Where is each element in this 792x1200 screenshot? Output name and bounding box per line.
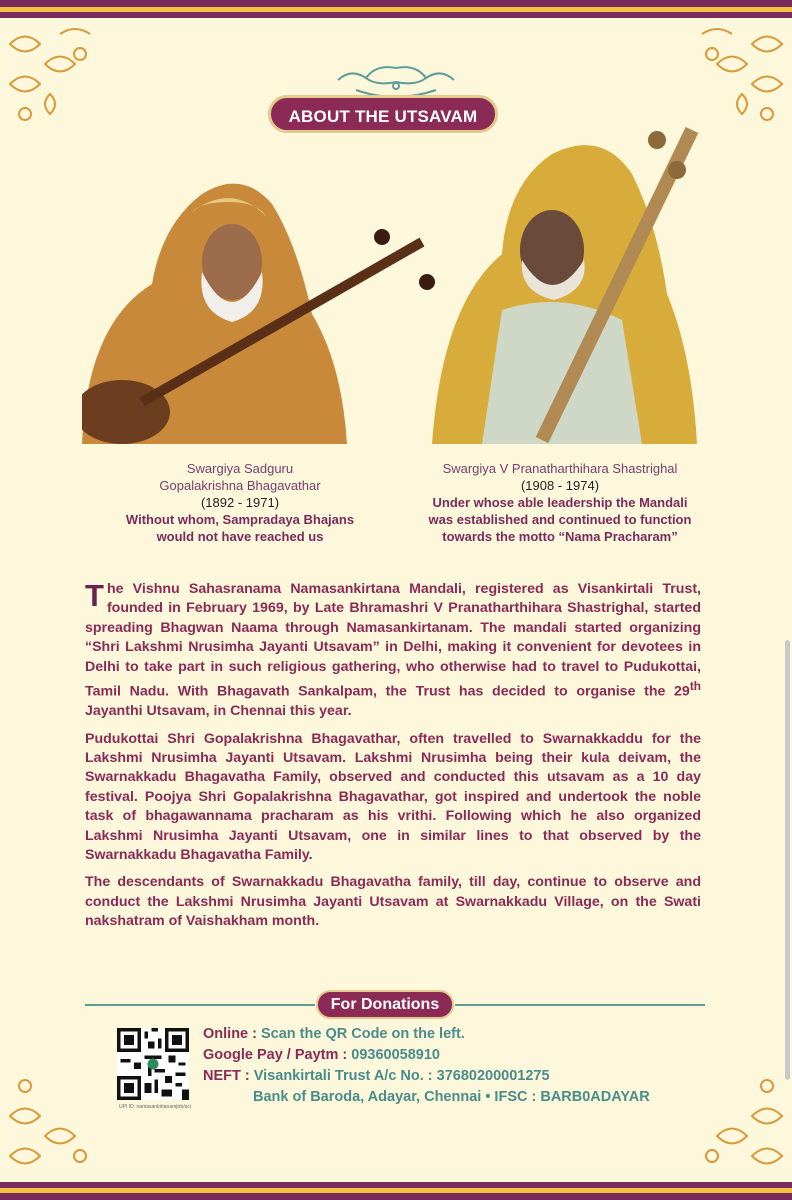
qr-caption: UPI ID: namasankirtanamjtrb/oci bbox=[119, 1104, 191, 1110]
corner-ornament-icon bbox=[0, 1066, 110, 1176]
paragraph-descendants: The descendants of Swarnakkadu Bhagavatha family, till day, continue to observe and conduct the Lakshmi Nrusimha Jayanti Utsavam at Swarnakkadu Village, on the Swati nakshatram of Vaishakham month. bbox=[85, 874, 701, 930]
donation-label: Online : bbox=[203, 1026, 261, 1042]
divider-line bbox=[455, 1004, 705, 1006]
caption-years: (1908 - 1974) bbox=[520, 478, 600, 493]
about-body bbox=[85, 580, 701, 940]
top-border bbox=[0, 0, 792, 26]
caption-name-line: Swargiya Sadguru bbox=[186, 461, 294, 476]
drop-cap: T bbox=[85, 578, 104, 613]
donation-gpay-row bbox=[203, 1045, 650, 1066]
scrollbar[interactable] bbox=[785, 640, 790, 1080]
superscript: th bbox=[689, 679, 701, 694]
donation-online-row bbox=[203, 1024, 650, 1045]
paragraph-history bbox=[85, 580, 701, 722]
section-title: ABOUT THE UTSAVAM bbox=[268, 95, 498, 133]
corner-ornament-icon bbox=[682, 1066, 792, 1176]
donation-neft-row bbox=[203, 1066, 650, 1087]
donation-bank-row bbox=[203, 1087, 650, 1108]
caption-description: towards the motto “Nama Pracharam” bbox=[442, 529, 678, 544]
qr-code-icon[interactable] bbox=[117, 1028, 189, 1100]
caption-right-portrait bbox=[400, 460, 720, 545]
donation-label: NEFT : bbox=[203, 1068, 254, 1084]
caption-name-line: Swargiya V Pranatharthihara Shastrighal bbox=[442, 461, 678, 476]
paragraph-text: he Vishnu Sahasranama Namasankirtana Mandali, registered as Visankirtali Trust, founded in February 1969, by Late Bhramashri V Pranatharthihara Shastrighal, started spreading Bhagwan Naama through Namasankirtanam. The mandali started organizing “Shri Lakshmi Nrusimha Jayanti Utsavam” in Delhi, making it convenient for devotees in Delhi to take part in such religious gathering, who otherwise had to travel to Pudukottai, Tamil Nadu. With Bhagavath Sankalpam, the Trust has decided to organise the 29 bbox=[85, 581, 701, 700]
caption-description: Under whose able leadership the Mandali bbox=[432, 495, 688, 510]
divider-line bbox=[85, 1004, 315, 1006]
caption-years: (1892 - 1971) bbox=[200, 495, 280, 510]
donations-heading: For Donations bbox=[316, 990, 454, 1019]
donation-phone[interactable]: 09360058910 bbox=[351, 1047, 440, 1063]
paragraph-inspiration: Pudukottai Shri Gopalakrishna Bhagavathar, often travelled to Swarnakkaddu for the Lakshmi Nrusimha Jayanti Utsavam. Lakshmi Nrusimha being their kula deivam, the Swarnakkadu Bhagavatha Family, observed and conducted this utsavam as a 10 day festival. Poojya Shri Gopalakrishna Bhagavathar, got inspired and undertook the noble task of bhagawannama pracharam as his vrithi. Following which he also organized Lakshmi Nrusimha Jayanti Utsavam, one in similar lines to that observed by the Swarnakkadu Bhagavatha Family. bbox=[85, 730, 701, 864]
corner-ornament-icon bbox=[0, 24, 110, 134]
caption-name-line: Gopalakrishna Bhagavathar bbox=[159, 478, 321, 493]
portrait-gopalakrishna-bhagavathar bbox=[82, 172, 462, 444]
donation-bank: Bank of Baroda, Adayar, Chennai • IFSC : BARB0ADAYAR bbox=[253, 1089, 650, 1105]
portrait-pranatharthihara-shastrighal bbox=[432, 110, 722, 444]
paragraph-text: Jayanthi Utsavam, in Chennai this year. bbox=[85, 703, 352, 720]
donation-value: Scan the QR Code on the left. bbox=[261, 1026, 465, 1042]
bottom-border bbox=[0, 1174, 792, 1200]
caption-description: would not have reached us bbox=[156, 529, 324, 544]
donation-label: Google Pay / Paytm : bbox=[203, 1047, 352, 1063]
caption-description: Without whom, Sampradaya Bhajans bbox=[125, 512, 355, 527]
donation-account: Visankirtali Trust A/c No. : 37680200001275 bbox=[253, 1068, 550, 1084]
donation-details bbox=[203, 1024, 650, 1108]
caption-description: was established and continued to function bbox=[428, 512, 692, 527]
caption-left-portrait bbox=[90, 460, 390, 545]
